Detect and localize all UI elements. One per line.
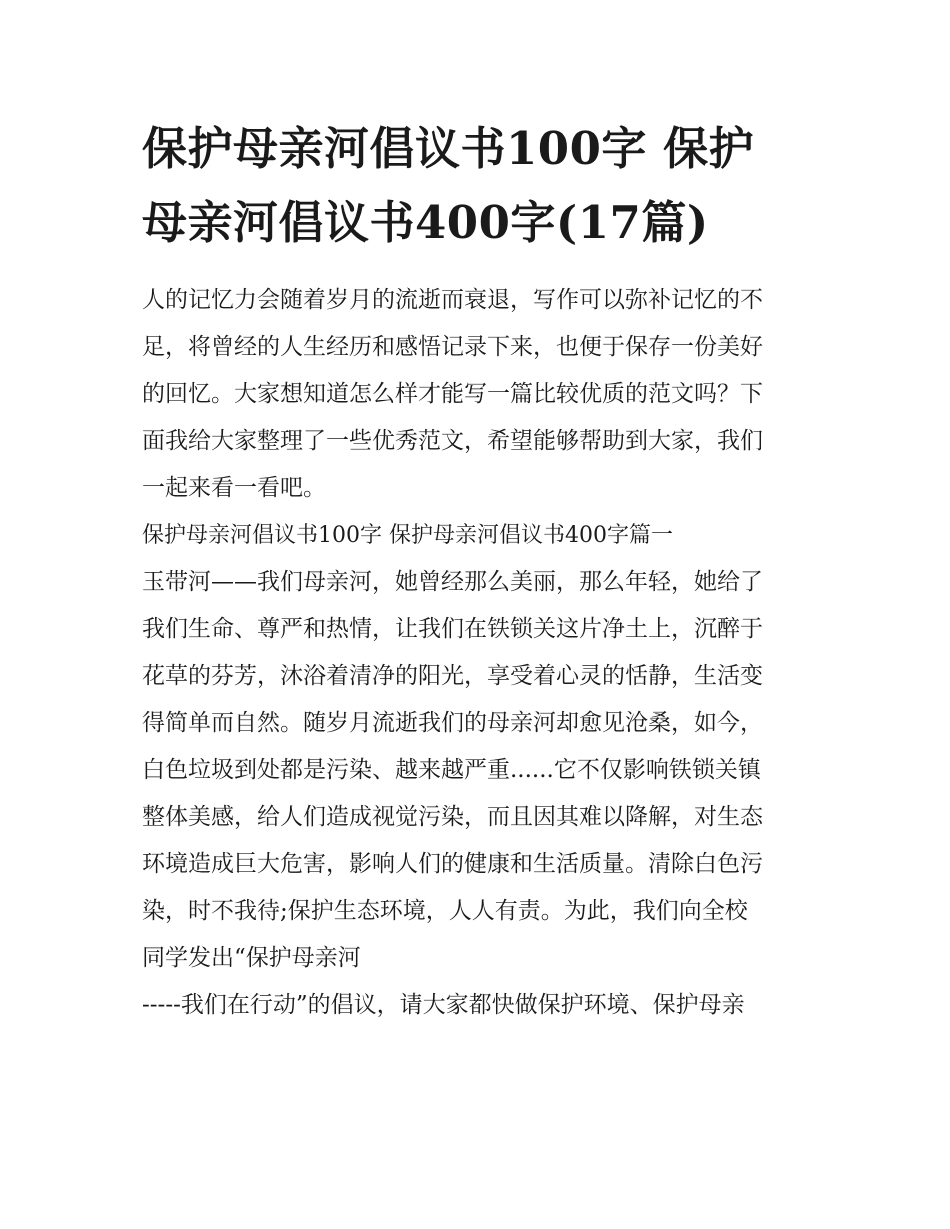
text-line: 白色垃圾到处都是污染、越来越严重......它不仅影响铁锁关镇 <box>142 757 761 783</box>
document-body <box>142 277 822 1029</box>
text-line: 足，将曾经的人生经历和感悟记录下来，也便于保存一份美好 <box>142 334 763 360</box>
text-line: 得简单而自然。随岁月流逝我们的母亲河却愈见沧桑，如今， <box>142 710 763 736</box>
text-line: 一起来看一看吧。 <box>142 475 326 501</box>
text-line: 整体美感，给人们造成视觉污染，而且因其难以降解，对生态 <box>142 804 763 830</box>
section-heading: 保护母亲河倡议书100字 保护母亲河倡议书400字篇一 <box>142 523 673 548</box>
text-line: 花草的芬芳，沐浴着清净的阳光，享受着心灵的恬静，生活变 <box>142 663 763 689</box>
text-line: 面我给大家整理了一些优秀范文，希望能够帮助到大家，我们 <box>142 428 763 454</box>
text-line: 环境造成巨大危害，影响人们的健康和生活质量。清除白色污 <box>142 851 763 877</box>
text-line: 的回忆。大家想知道怎么样才能写一篇比较优质的范文吗？下 <box>142 381 763 407</box>
text-line: -----我们在行动”的倡议，请大家都快做保护环境、保护母亲 <box>142 992 745 1018</box>
intro-paragraph <box>142 277 822 512</box>
continuation-paragraph <box>142 982 822 1029</box>
title-line: 母亲河倡议书400字(17篇) <box>142 196 709 249</box>
text-line: 人的记忆力会随着岁月的流逝而衰退，写作可以弥补记忆的不 <box>142 287 763 313</box>
document-title <box>142 112 822 260</box>
title-line: 保护母亲河倡议书100字 保护 <box>142 122 755 175</box>
text-line: 染，时不我待;保护生态环境，人人有责。为此，我们向全校 <box>142 898 748 924</box>
text-line: 同学发出“保护母亲河 <box>142 945 361 971</box>
body-paragraph <box>142 559 822 982</box>
text-line: 我们生命、尊严和热情，让我们在铁锁关这片净土上，沉醉于 <box>142 616 763 642</box>
text-line: 玉带河——我们母亲河，她曾经那么美丽，那么年轻，她给了 <box>142 569 763 595</box>
